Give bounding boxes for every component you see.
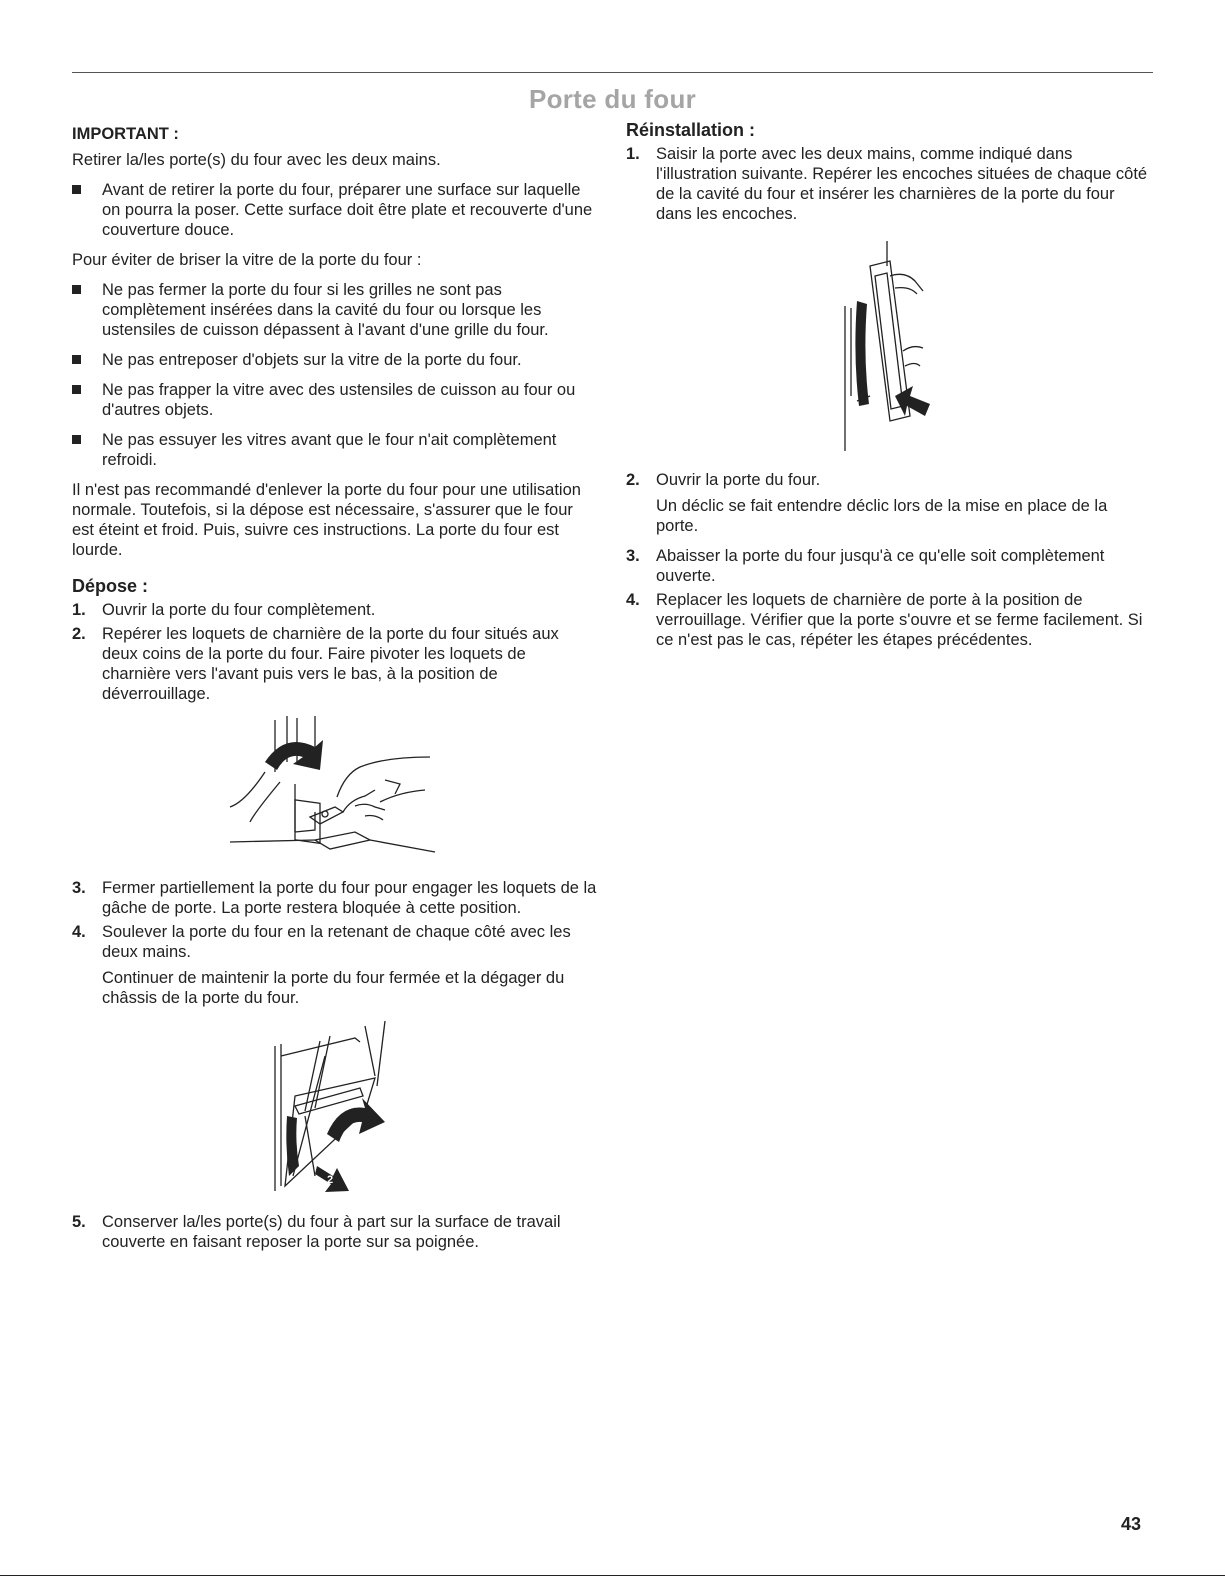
bullet-item [72,350,597,370]
insert-arrow-icon [895,386,930,416]
bullet-square-icon [72,285,81,294]
bullet-item [72,430,597,470]
reinstall-heading: Réinstallation : [626,120,756,140]
lift-arrow-2-label: 2 [326,1174,333,1186]
step-subtext: Continuer de maintenir la porte du four fermée et la dégager du châssis de la porte du four. [102,969,565,1007]
bullet-square-icon [72,185,81,194]
important-heading: IMPORTANT : [72,125,179,143]
lift-arrow-1-icon [327,1098,385,1142]
hinge-latch-illustration [225,712,445,862]
reinstall-step-2 [626,470,1153,536]
depose-step-5 [72,1212,597,1252]
step-number: 5. [72,1213,86,1231]
lift-arrow-1-label: 1 [364,1131,373,1147]
step-number: 1. [626,145,640,163]
step-text: Ouvrir la porte du four. [656,471,821,489]
step-number: 2. [626,471,640,489]
bullet-square-icon [72,385,81,394]
bullet-item [72,380,597,420]
depose-step-4 [72,922,597,1008]
bullet-text: Ne pas fermer la porte du four si les grilles ne sont pas complètement insérées dans la cavité du four ou lorsque les ustensiles de cuisson dépassent à l'avant d'une grille du four. [102,281,549,339]
bullet-text: Ne pas entreposer d'objets sur la vitre de la porte du four. [102,351,522,369]
footer-rule [0,1575,1225,1576]
step-text: Saisir la porte avec les deux mains, comme indiqué dans l'illustration suivante. Repérer les encoches situées de chaque côté de la cavité du four et insérer les charnières de la porte du four dans les encoches. [656,145,1148,223]
bullet-text: Ne pas frapper la vitre avec des ustensiles de cuisson au four ou d'autres objets. [102,381,576,419]
rotate-arrow-icon [265,740,323,770]
bullet-square-icon [72,435,81,444]
step-subtext: Un déclic se fait entendre déclic lors de la mise en place de la porte. [656,497,1108,535]
step-number: 2. [72,625,86,643]
header-rule [72,72,1153,73]
step-number: 3. [626,547,640,565]
door-gasket-shape [286,1116,299,1176]
step-text: Abaisser la porte du four jusqu'à ce qu'elle soit complètement ouverte. [656,547,1105,585]
depose-heading: Dépose : [72,576,149,596]
step-number: 3. [72,879,86,897]
step-text: Soulever la porte du four en la retenant de chaque côté avec les deux mains. [102,923,571,961]
bullet-text: Avant de retirer la porte du four, préparer une surface sur laquelle on pourra la poser. Cette surface doit être plate et recouverte d'une couverture douce. [102,181,593,239]
depose-step-1 [72,600,597,620]
glass-intro-text: Pour éviter de briser la vitre de la porte du four : [72,251,422,269]
step-text: Conserver la/les porte(s) du four à part sur la surface de travail couverte en faisant reposer la porte sur sa poignée. [102,1213,561,1251]
reinstall-step-4 [626,590,1153,650]
removal-note: Il n'est pas recommandé d'enlever la porte du four pour une utilisation normale. Toutefois, si la dépose est nécessaire, s'assurer que le four est éteint et froid. Puis, suivre ces instructions. La porte du four est lourde. [72,481,581,559]
page-title: Porte du four [528,84,697,114]
reinstall-step-3 [626,546,1153,586]
step-number: 1. [72,601,86,619]
bullet-item [72,280,597,340]
step-number: 4. [72,923,86,941]
reinstall-door-illustration [835,236,945,456]
door-gasket-shape [855,301,869,406]
bullet-text: Ne pas essuyer les vitres avant que le four n'ait complètement refroidi. [102,431,557,469]
step-text: Repérer les loquets de charnière de la porte du four situés aux deux coins de la porte du four. Faire pivoter les loquets de charnière vers l'avant puis vers le bas, à la position de déverrouillage. [102,625,559,703]
left-column [72,120,597,1256]
lift-door-illustration [265,1016,405,1196]
step-number: 4. [626,591,640,609]
step-text: Fermer partiellement la porte du four pour engager les loquets de la gâche de porte. La porte restera bloquée à cette position. [102,879,597,917]
step-text: Ouvrir la porte du four complètement. [102,601,376,619]
depose-step-2 [72,624,597,704]
bullet-item [72,180,597,240]
step-text: Replacer les loquets de charnière de porte à la position de verrouillage. Vérifier que la porte s'ouvre et se ferme facilement. Si ce n'est pas le cas, répéter les étapes précédentes. [656,591,1143,649]
intro-text: Retirer la/les porte(s) du four avec les deux mains. [72,151,441,169]
right-column [626,120,1153,654]
reinstall-step-1 [626,144,1153,224]
depose-step-3 [72,878,597,918]
bullet-square-icon [72,355,81,364]
page-number: 43 [1120,1514,1141,1534]
